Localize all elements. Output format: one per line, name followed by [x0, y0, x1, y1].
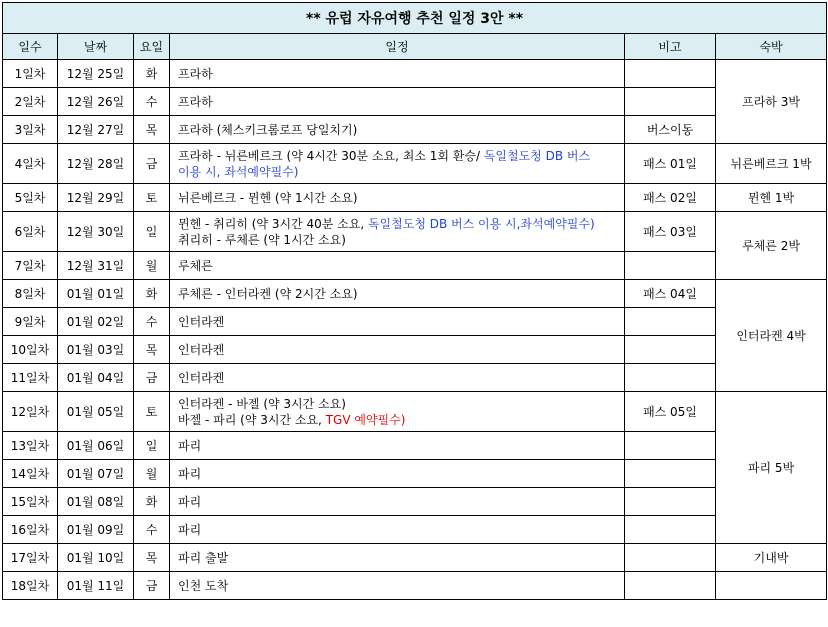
schedule-text: 파리: [178, 494, 202, 509]
schedule-text: 프라하: [178, 66, 213, 81]
schedule-cell: [170, 144, 625, 184]
schedule-line: [178, 66, 624, 82]
weekday-cell: 수: [134, 88, 170, 116]
day-cell: 12일차: [3, 392, 58, 432]
schedule-line: [178, 342, 624, 358]
schedule-text: 루체른: [178, 258, 213, 273]
schedule-cell: [170, 544, 625, 572]
itinerary-body: [3, 60, 827, 600]
note-cell: 패스 03일: [625, 212, 716, 252]
header-row: [3, 34, 827, 60]
lodging-cell: 뉘른베르크 1박: [716, 144, 827, 184]
lodging-cell: 루체른 2박: [716, 212, 827, 280]
schedule-cell: [170, 392, 625, 432]
schedule-text: 바젤 - 파리 (약 3시간 소요,: [178, 412, 326, 427]
note-cell: 버스이동: [625, 116, 716, 144]
table-row: [3, 364, 827, 392]
schedule-text: 뉘른베르크 - 뮌헨 (약 1시간 소요): [178, 190, 358, 205]
schedule-cell: [170, 572, 625, 600]
table-row: [3, 516, 827, 544]
schedule-text: 프라하: [178, 94, 213, 109]
date-cell: 01월 08일: [58, 488, 134, 516]
schedule-text: 인터라켄 - 바젤 (약 3시간 소요): [178, 396, 346, 411]
header-schedule: 일정: [170, 34, 625, 60]
schedule-line: [178, 122, 624, 138]
schedule-text: 파리: [178, 438, 202, 453]
schedule-line: [178, 438, 624, 454]
schedule-line: [178, 148, 624, 164]
schedule-line: [178, 412, 624, 428]
schedule-line: [178, 286, 624, 302]
day-cell: 9일차: [3, 308, 58, 336]
weekday-cell: 수: [134, 308, 170, 336]
day-cell: 3일차: [3, 116, 58, 144]
table-row: [3, 572, 827, 600]
weekday-cell: 일: [134, 432, 170, 460]
table-row: [3, 144, 827, 184]
schedule-line: [178, 494, 624, 510]
weekday-cell: 화: [134, 60, 170, 88]
weekday-cell: 수: [134, 516, 170, 544]
day-cell: 1일차: [3, 60, 58, 88]
schedule-cell: [170, 308, 625, 336]
header-date: 날짜: [58, 34, 134, 60]
header-note: 비고: [625, 34, 716, 60]
date-cell: 01월 01일: [58, 280, 134, 308]
schedule-cell: [170, 252, 625, 280]
header-day: 일수: [3, 34, 58, 60]
date-cell: 01월 06일: [58, 432, 134, 460]
schedule-cell: [170, 364, 625, 392]
schedule-highlight: TGV 예약필수): [325, 412, 406, 427]
note-cell: [625, 516, 716, 544]
day-cell: 14일차: [3, 460, 58, 488]
note-cell: 패스 02일: [625, 184, 716, 212]
lodging-cell: 파리 5박: [716, 392, 827, 544]
schedule-line: [178, 164, 624, 180]
schedule-cell: [170, 432, 625, 460]
day-cell: 17일차: [3, 544, 58, 572]
lodging-cell: 인터라켄 4박: [716, 280, 827, 392]
schedule-line: [178, 396, 624, 412]
date-cell: 01월 02일: [58, 308, 134, 336]
schedule-text: 인터라켄: [178, 370, 225, 385]
schedule-text: 프라하 - 뉘른베르크 (약 4시간 30분 소요, 최소 1회 환승/: [178, 148, 484, 163]
schedule-line: [178, 94, 624, 110]
date-cell: 01월 10일: [58, 544, 134, 572]
schedule-cell: [170, 460, 625, 488]
table-row: [3, 116, 827, 144]
schedule-cell: [170, 280, 625, 308]
note-cell: [625, 308, 716, 336]
table-row: [3, 60, 827, 88]
schedule-highlight: 독일철도청 DB 버스: [483, 148, 591, 163]
weekday-cell: 화: [134, 280, 170, 308]
note-cell: 패스 05일: [625, 392, 716, 432]
table-row: [3, 212, 827, 252]
schedule-cell: [170, 488, 625, 516]
note-cell: [625, 252, 716, 280]
weekday-cell: 월: [134, 252, 170, 280]
header-weekday: 요일: [134, 34, 170, 60]
note-cell: [625, 88, 716, 116]
note-cell: [625, 488, 716, 516]
day-cell: 4일차: [3, 144, 58, 184]
day-cell: 10일차: [3, 336, 58, 364]
schedule-text: 루체른 - 인터라켄 (약 2시간 소요): [178, 286, 358, 301]
schedule-cell: [170, 116, 625, 144]
table-row: [3, 184, 827, 212]
day-cell: 15일차: [3, 488, 58, 516]
schedule-line: [178, 522, 624, 538]
schedule-text: 파리: [178, 466, 202, 481]
date-cell: 01월 05일: [58, 392, 134, 432]
day-cell: 16일차: [3, 516, 58, 544]
schedule-line: [178, 466, 624, 482]
schedule-line: [178, 550, 624, 566]
schedule-cell: [170, 336, 625, 364]
date-cell: 01월 09일: [58, 516, 134, 544]
table-row: [3, 392, 827, 432]
weekday-cell: 목: [134, 544, 170, 572]
weekday-cell: 토: [134, 392, 170, 432]
date-cell: 12월 30일: [58, 212, 134, 252]
schedule-cell: [170, 88, 625, 116]
table-row: [3, 308, 827, 336]
header-lodging: 숙박: [716, 34, 827, 60]
table-row: [3, 88, 827, 116]
itinerary-table: [2, 2, 827, 600]
date-cell: 12월 25일: [58, 60, 134, 88]
table-row: [3, 488, 827, 516]
date-cell: 01월 07일: [58, 460, 134, 488]
weekday-cell: 목: [134, 116, 170, 144]
schedule-cell: [170, 60, 625, 88]
day-cell: 5일차: [3, 184, 58, 212]
schedule-highlight: 이용 시, 좌석예약필수): [178, 164, 299, 179]
date-cell: 01월 03일: [58, 336, 134, 364]
note-cell: [625, 572, 716, 600]
schedule-cell: [170, 516, 625, 544]
schedule-text: 뮌헨 - 취리히 (약 3시간 40분 소요,: [178, 216, 368, 231]
day-cell: 7일차: [3, 252, 58, 280]
date-cell: 12월 28일: [58, 144, 134, 184]
schedule-line: [178, 314, 624, 330]
schedule-line: [178, 190, 624, 206]
weekday-cell: 목: [134, 336, 170, 364]
schedule-text: 파리: [178, 522, 202, 537]
date-cell: 01월 11일: [58, 572, 134, 600]
day-cell: 2일차: [3, 88, 58, 116]
table-row: [3, 336, 827, 364]
schedule-text: 인터라켄: [178, 342, 225, 357]
schedule-text: 파리 출발: [178, 550, 229, 565]
weekday-cell: 금: [134, 144, 170, 184]
note-cell: [625, 364, 716, 392]
note-cell: [625, 60, 716, 88]
weekday-cell: 화: [134, 488, 170, 516]
note-cell: 패스 04일: [625, 280, 716, 308]
weekday-cell: 금: [134, 572, 170, 600]
schedule-text: 인터라켄: [178, 314, 225, 329]
date-cell: 12월 27일: [58, 116, 134, 144]
table-row: [3, 544, 827, 572]
note-cell: 패스 01일: [625, 144, 716, 184]
weekday-cell: 월: [134, 460, 170, 488]
note-cell: [625, 460, 716, 488]
day-cell: 13일차: [3, 432, 58, 460]
table-row: [3, 280, 827, 308]
lodging-cell: 프라하 3박: [716, 60, 827, 144]
note-cell: [625, 432, 716, 460]
date-cell: 12월 26일: [58, 88, 134, 116]
lodging-cell: 뮌헨 1박: [716, 184, 827, 212]
table-title: ** 유럽 자유여행 추천 일정 3안 **: [3, 3, 827, 34]
schedule-line: [178, 578, 624, 594]
table-row: [3, 460, 827, 488]
day-cell: 8일차: [3, 280, 58, 308]
table-row: [3, 432, 827, 460]
schedule-text: 프라하 (체스키크롬로프 당일치기): [178, 122, 358, 137]
schedule-line: [178, 216, 624, 232]
schedule-line: [178, 232, 624, 248]
day-cell: 18일차: [3, 572, 58, 600]
weekday-cell: 토: [134, 184, 170, 212]
date-cell: 12월 31일: [58, 252, 134, 280]
weekday-cell: 금: [134, 364, 170, 392]
schedule-cell: [170, 212, 625, 252]
schedule-text: 취리히 - 루체른 (약 1시간 소요): [178, 232, 346, 247]
day-cell: 11일차: [3, 364, 58, 392]
schedule-highlight: 독일철도청 DB 버스 이용 시,좌석예약필수): [367, 216, 595, 231]
lodging-cell: [716, 572, 827, 600]
schedule-line: [178, 258, 624, 274]
note-cell: [625, 336, 716, 364]
note-cell: [625, 544, 716, 572]
schedule-line: [178, 370, 624, 386]
schedule-cell: [170, 184, 625, 212]
table-row: [3, 252, 827, 280]
date-cell: 01월 04일: [58, 364, 134, 392]
weekday-cell: 일: [134, 212, 170, 252]
day-cell: 6일차: [3, 212, 58, 252]
schedule-text: 인천 도착: [178, 578, 229, 593]
date-cell: 12월 29일: [58, 184, 134, 212]
lodging-cell: 기내박: [716, 544, 827, 572]
